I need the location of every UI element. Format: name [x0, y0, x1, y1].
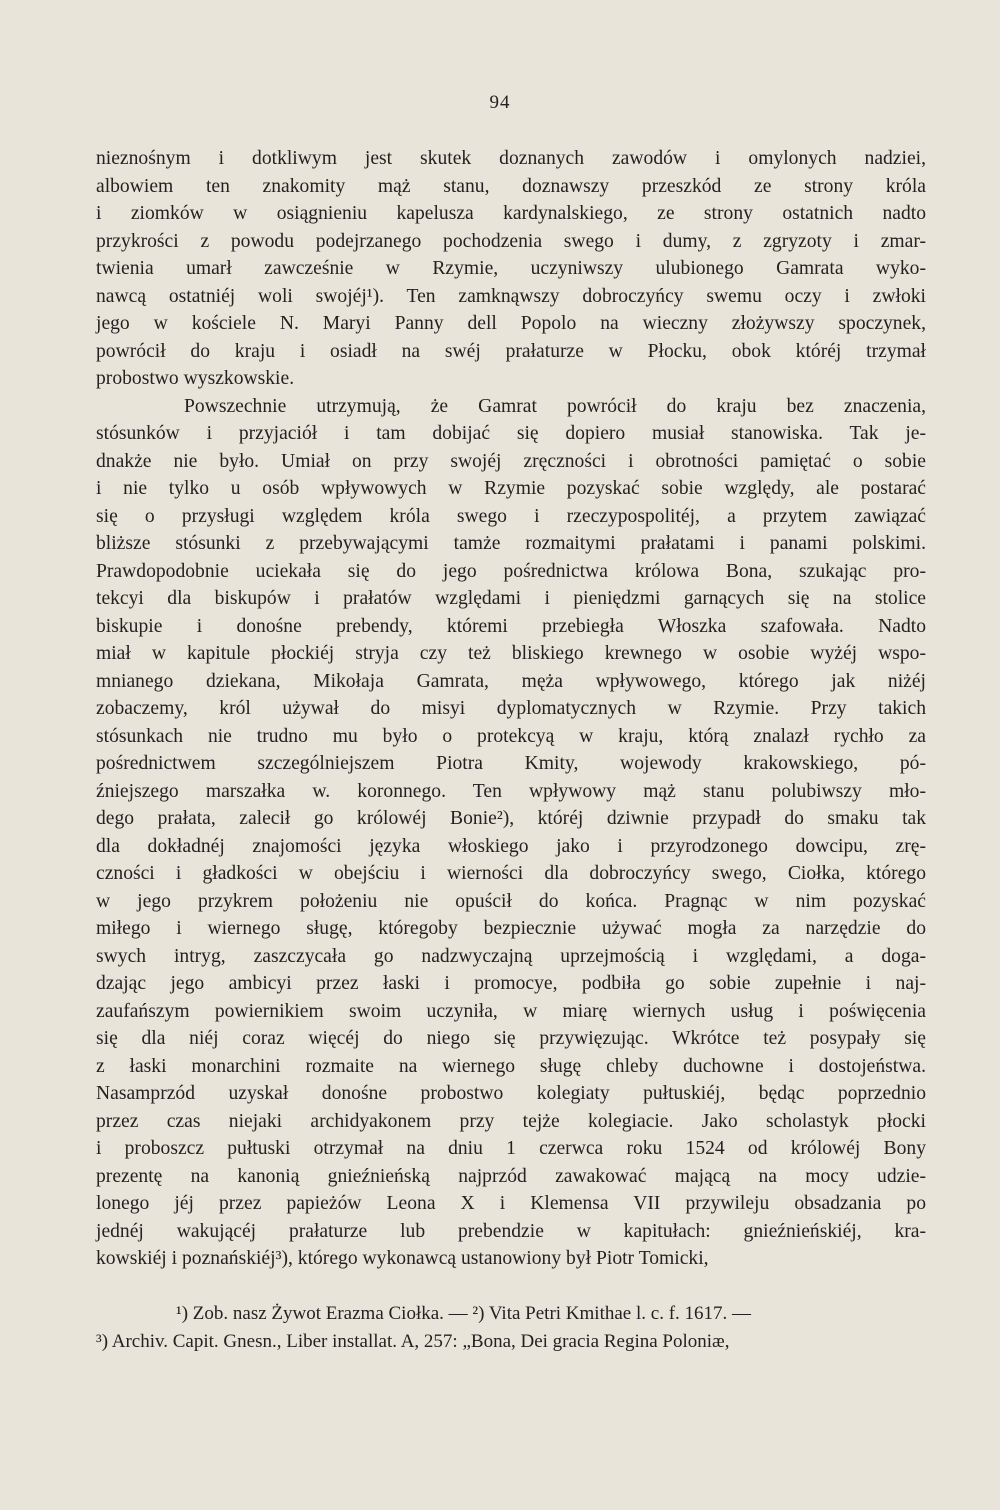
text-line: biskupie i donośne prebendy, któremi przebiegła Włoszka szafowała. Nadto [96, 615, 926, 637]
text-line: w jego przykrem położeniu nie opuścił do końca. Pragnąc w nim pozyskać [96, 890, 926, 912]
body-text [96, 145, 926, 1273]
text-line: prezentę na kanonią gnieźnieńską najprzód zawakować mającą na mocy udzie- [96, 1165, 926, 1187]
page-number: 94 [489, 92, 511, 113]
footnotes [96, 1300, 926, 1355]
footnote-line-1: ¹) Zob. nasz Żywot Erazma Ciołka. — ²) Vita Petri Kmithae l. c. f. 1617. — [176, 1303, 752, 1324]
text-line: kowskiéj i poznańskiéj³), którego wykonawcą ustanowiony był Piotr Tomicki, [96, 1248, 709, 1269]
text-line: dzając jego ambicyi przez łaski i promocye, podbiła go sobie zupełnie i naj- [96, 973, 926, 994]
text-line: tekcyi dla biskupów i prałatów względami i pieniędzmi garnących się na stolice [96, 588, 926, 609]
text-line: stósunkach nie trudno mu było o protekcyą w kraju, którą znalazł rychło za [96, 725, 926, 747]
text-line: Nasamprzód uzyskał donośne probostwo kolegiaty pułtuskiéj, będąc poprzednio [96, 1083, 926, 1104]
text-line: przykrości z powodu podejrzanego pochodzenia swego i dumy, z zgryzoty i zmar- [96, 230, 926, 252]
text-line: twienia umarł zawcześnie w Rzymie, uczyniwszy ulubionego Gamrata wyko- [96, 258, 926, 279]
text-line: źniejszego marszałka w. koronnego. Ten wpływowy mąż stanu polubiwszy mło- [96, 780, 926, 802]
text-line: pośrednictwem szczególniejszem Piotra Kmity, wojewody krakowskiego, pó- [96, 753, 926, 774]
text-line: Powszechnie utrzymują, że Gamrat powrócił do kraju bez znaczenia, [184, 395, 926, 417]
text-line: dnakże nie było. Umiał on przy swojéj zręczności i obrotności pamiętać o sobie [96, 450, 926, 472]
text-line: bliższe stósunki z przebywającymi tamże rozmaitymi prałatami i panami polskimi. [96, 533, 926, 554]
text-line: albowiem ten znakomity mąż stanu, doznawszy przeszkód ze strony króla [96, 175, 926, 197]
text-line: nieznośnym i dotkliwym jest skutek doznanych zawodów i omylonych nadziei, [96, 148, 926, 169]
text-line: i nie tylko u osób wpływowych w Rzymie pozyskać sobie względy, ale postarać [96, 478, 926, 499]
text-line: jego w kościele N. Maryi Panny dell Popolo na wieczny złożywszy spoczynek, [96, 313, 926, 334]
text-line: się dla niéj coraz więcéj do niego się przywięzując. Wkrótce też posypały się [96, 1028, 926, 1049]
text-line: czności i gładkości w obejściu i wierności dla dobroczyńcy swego, Ciołka, którego [96, 863, 926, 884]
text-line: i proboszcz pułtuski otrzymał na dniu 1 czerwca roku 1524 od królowéj Bony [96, 1138, 926, 1159]
text-line: dla dokładnéj znajomości języka włoskiego jako i przyrodzonego dowcipu, zrę- [96, 835, 926, 857]
text-line: zaufańszym powiernikiem swoim uczyniła, w miarę wiernych usług i poświęcenia [96, 1000, 926, 1022]
text-line: nawcą ostatniéj woli swojéj¹). Ten zamknąwszy dobroczyńcy swemu oczy i zwłoki [96, 285, 926, 307]
text-line: mnianego dziekana, Mikołaja Gamrata, męża wpływowego, którego jak niżéj [96, 670, 926, 692]
text-line: probostwo wyszkowskie. [96, 368, 295, 389]
text-line: się o przysługi względem króla swego i rzeczypospolitéj, a przytem zawiązać [96, 505, 926, 527]
text-line: z łaski monarchini rozmaite na wiernego sługę chleby duchowne i dostojeństwa. [96, 1055, 926, 1077]
text-line: miał w kapitule płockiéj stryja czy też bliskiego krewnego w osobie wyżéj wspo- [96, 643, 926, 664]
text-line: powrócił do kraju i osiadł na swéj prałaturze w Płocku, obok któréj trzymał [96, 340, 926, 362]
text-line: Prawdopodobnie uciekała się do jego pośrednictwa królowa Bona, szukając pro- [96, 560, 926, 582]
text-line: zobaczemy, król używał do misyi dyplomatycznych w Rzymie. Przy takich [96, 698, 926, 719]
text-line: stósunków i przyjaciół i tam dobijać się dopiero musiał stanowiska. Tak je- [96, 423, 926, 444]
text-line: przez czas niejaki archidyakonem przy tejże kolegiacie. Jako scholastyk płocki [96, 1110, 926, 1132]
footnote-line-2: ³) Archiv. Capit. Gnesn., Liber installat. A, 257: „Bona, Dei gracia Regina Poloniæ, [96, 1330, 730, 1352]
text-line: lonego jéj przez papieżów Leona X i Klemensa VII przywileju obsadzania po [96, 1193, 926, 1214]
text-line: miłego i wiernego sługę, któregoby bezpiecznie używać mogła za narzędzie do [96, 918, 926, 939]
text-line: i ziomków w osiągnieniu kapelusza kardynalskiego, ze strony ostatnich nadto [96, 203, 926, 224]
text-line: dego prałata, zalecił go królowéj Bonie²), któréj dziwnie przypadł do smaku tak [96, 808, 926, 829]
text-line: swych intryg, zaszczycała go nadzwyczajną uprzejmością i względami, a doga- [96, 945, 926, 967]
text-line: jednéj wakującéj prałaturze lub prebendzie w kapitułach: gnieźnieńskiéj, kra- [96, 1220, 926, 1242]
